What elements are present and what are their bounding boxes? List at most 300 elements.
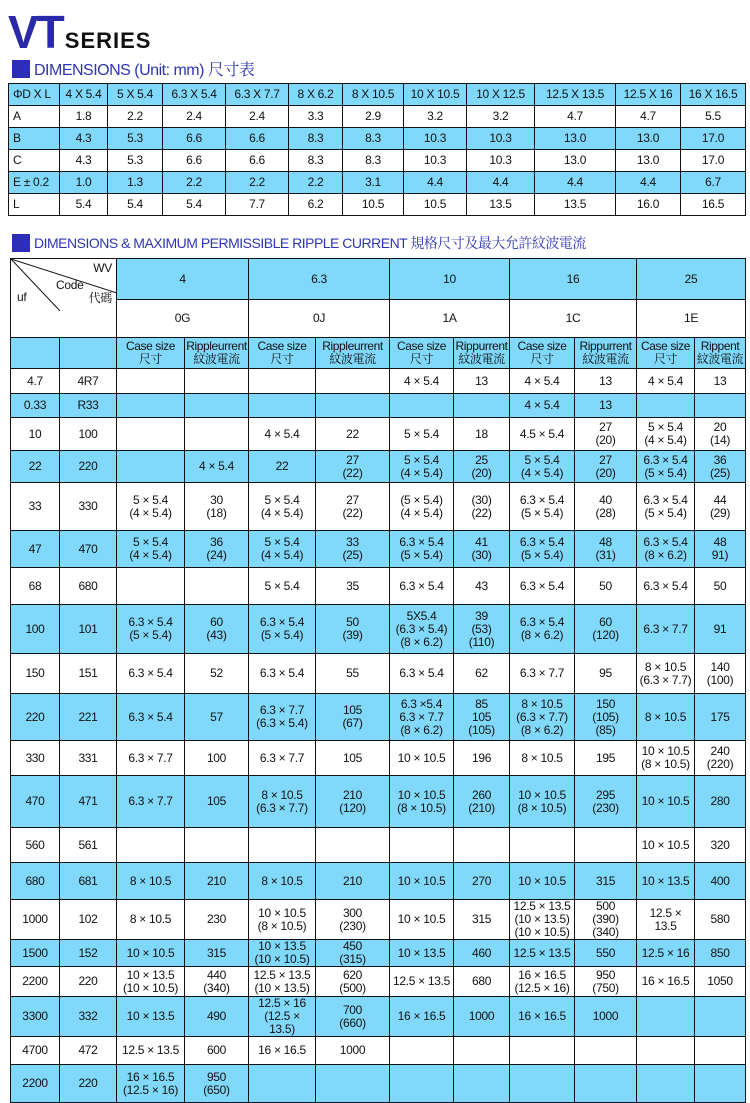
ripple-current-header: Rippleurrent 紋波電流 bbox=[185, 338, 249, 369]
ripple-current-cell: 150 (105) (85) bbox=[575, 694, 637, 741]
ripple-current-cell bbox=[575, 1037, 637, 1065]
case-size-cell: 10 × 10.5 (8 × 10.5) bbox=[637, 741, 695, 776]
code-header: 0G bbox=[117, 300, 249, 338]
empty-cell bbox=[11, 338, 60, 369]
ripple-current-cell bbox=[695, 1037, 746, 1065]
ripple-current-cell: 25 (20) bbox=[454, 451, 510, 483]
ripple-current-cell: 100 bbox=[185, 741, 249, 776]
bullet-square-icon bbox=[12, 234, 30, 252]
case-size-cell: 12.5 × 13.5 bbox=[637, 900, 695, 940]
case-size-cell: 8 × 10.5 (6.3 × 7.7) (8 × 6.2) bbox=[510, 694, 575, 741]
section-dimensions-title: DIMENSIONS (Unit: mm) 尺寸表 bbox=[34, 62, 255, 79]
case-size-cell: 10 × 10.5 bbox=[510, 863, 575, 900]
case-size-cell: 8 × 10.5 bbox=[117, 900, 185, 940]
capacitance-cell: 47 bbox=[11, 531, 60, 568]
dimension-value: 4.4 bbox=[404, 172, 467, 194]
capacitance-cell: 220 bbox=[11, 694, 60, 741]
case-size-cell: 6.3 × 5.4 (5 × 5.4) bbox=[510, 531, 575, 568]
dimension-value: 5.4 bbox=[163, 194, 226, 216]
table-row bbox=[11, 451, 746, 483]
table-row bbox=[11, 694, 746, 741]
size-header: 8 X 10.5 bbox=[343, 84, 404, 106]
ripple-current-cell: 195 bbox=[575, 741, 637, 776]
case-size-cell: 10 × 13.5 bbox=[637, 863, 695, 900]
dimension-value: 1.3 bbox=[108, 172, 163, 194]
code-cell: 220 bbox=[60, 967, 117, 997]
case-size-cell bbox=[117, 451, 185, 483]
case-size-cell: 6.3 ×5.4 6.3 × 7.7 (8 × 6.2) bbox=[390, 694, 454, 741]
case-size-cell bbox=[390, 1037, 454, 1065]
ripple-current-cell bbox=[575, 1065, 637, 1103]
dimension-value: 10.3 bbox=[467, 150, 535, 172]
code-cell: 152 bbox=[60, 940, 117, 967]
case-size-cell: 12.5 × 13.5 bbox=[510, 940, 575, 967]
capacitance-cell: 4.7 bbox=[11, 369, 60, 394]
code-cell: 470 bbox=[60, 531, 117, 568]
case-size-cell: 8 × 10.5 bbox=[249, 863, 316, 900]
code-cell: 330 bbox=[60, 483, 117, 531]
code-cell: 681 bbox=[60, 863, 117, 900]
ripple-current-cell: 210 (120) bbox=[316, 776, 390, 828]
size-header: 16 X 16.5 bbox=[681, 84, 746, 106]
ripple-current-cell bbox=[316, 369, 390, 394]
case-size-cell: 10 × 10.5 bbox=[390, 863, 454, 900]
dimension-value: 10.3 bbox=[467, 128, 535, 150]
dimension-label: A bbox=[9, 106, 60, 128]
voltage-header: 4 bbox=[117, 259, 249, 300]
section-dimensions-heading bbox=[12, 57, 254, 80]
case-size-cell: 6.3 × 7.7 (6.3 × 5.4) bbox=[249, 694, 316, 741]
code-cell: 220 bbox=[60, 1065, 117, 1103]
case-size-cell: 5 × 5.4 (4 × 5.4) bbox=[510, 451, 575, 483]
capacitance-cell: 10 bbox=[11, 418, 60, 451]
ripple-current-cell: 60 (120) bbox=[575, 605, 637, 654]
case-size-cell: 8 × 10.5 (6.3 × 7.7) bbox=[637, 654, 695, 694]
ripple-current-cell: 105 bbox=[316, 741, 390, 776]
ripple-current-cell: 18 bbox=[454, 418, 510, 451]
series-label: SERIES bbox=[64, 28, 152, 53]
ripple-current-cell: 39 (53) (110) bbox=[454, 605, 510, 654]
ripple-current-cell: 1000 bbox=[316, 1037, 390, 1065]
case-size-cell bbox=[117, 369, 185, 394]
case-size-cell: 5 × 5.4 (4 × 5.4) bbox=[117, 531, 185, 568]
ripple-current-cell: 700 (660) bbox=[316, 997, 390, 1037]
case-size-cell: 5 × 5.4 (4 × 5.4) bbox=[390, 451, 454, 483]
wv-label: WV bbox=[93, 261, 112, 275]
dimension-label: L bbox=[9, 194, 60, 216]
case-size-header: Case size 尺寸 bbox=[637, 338, 695, 369]
dimension-value: 8.3 bbox=[289, 128, 343, 150]
ripple-current-cell bbox=[185, 418, 249, 451]
case-size-cell bbox=[117, 394, 185, 418]
dimension-value: 8.3 bbox=[343, 150, 404, 172]
ripple-current-cell: 13 bbox=[575, 394, 637, 418]
case-size-cell: 4 × 5.4 bbox=[390, 369, 454, 394]
case-size-cell: 8 × 10.5 bbox=[510, 741, 575, 776]
ripple-current-cell: 4 × 5.4 bbox=[185, 451, 249, 483]
ripple-current-cell: 33 (25) bbox=[316, 531, 390, 568]
table-row bbox=[11, 940, 746, 967]
case-size-cell: 6.3 × 7.7 bbox=[510, 654, 575, 694]
case-size-cell: 10 × 10.5 (8 × 10.5) bbox=[249, 900, 316, 940]
table-row bbox=[11, 967, 746, 997]
dimensions-row bbox=[9, 194, 746, 216]
case-size-cell: 10 × 10.5 bbox=[637, 828, 695, 863]
case-size-cell: 6.3 × 5.4 (8 × 6.2) bbox=[510, 605, 575, 654]
code-cell: 102 bbox=[60, 900, 117, 940]
dimension-value: 6.6 bbox=[163, 128, 226, 150]
case-size-cell bbox=[637, 997, 695, 1037]
case-size-cell bbox=[510, 1065, 575, 1103]
capacitance-cell: 1500 bbox=[11, 940, 60, 967]
capacitance-cell: 560 bbox=[11, 828, 60, 863]
dimension-value: 4.3 bbox=[60, 128, 108, 150]
table-row bbox=[11, 1037, 746, 1065]
ripple-current-cell bbox=[185, 394, 249, 418]
code-cell: 561 bbox=[60, 828, 117, 863]
dimension-value: 8.3 bbox=[343, 128, 404, 150]
ripple-current-cell bbox=[454, 1065, 510, 1103]
code-cell: 331 bbox=[60, 741, 117, 776]
empty-cell bbox=[60, 338, 117, 369]
ripple-current-cell: 140 (100) bbox=[695, 654, 746, 694]
section-ripple-heading bbox=[12, 233, 586, 253]
series-vt: VT bbox=[8, 6, 63, 58]
case-size-cell: 16 × 16.5 bbox=[510, 997, 575, 1037]
case-size-cell: 10 × 10.5 bbox=[117, 940, 185, 967]
capacitance-cell: 3300 bbox=[11, 997, 60, 1037]
ripple-current-cell bbox=[695, 1065, 746, 1103]
case-size-cell: 16 × 16.5 bbox=[249, 1037, 316, 1065]
ripple-current-cell: 1050 bbox=[695, 967, 746, 997]
dimension-value: 10.3 bbox=[404, 128, 467, 150]
dimension-label: B bbox=[9, 128, 60, 150]
case-size-cell: 4 × 5.4 bbox=[510, 394, 575, 418]
code-row bbox=[11, 300, 746, 338]
dimensions-row bbox=[9, 106, 746, 128]
dimension-label: E ± 0.2 bbox=[9, 172, 60, 194]
dimension-value: 2.2 bbox=[108, 106, 163, 128]
ripple-current-cell: 1000 bbox=[575, 997, 637, 1037]
dimension-value: 13.0 bbox=[616, 128, 681, 150]
case-size-cell: 12.5 × 16 (12.5 × 13.5) bbox=[249, 997, 316, 1037]
ripple-current-cell: 48 91) bbox=[695, 531, 746, 568]
ripple-current-cell: 57 bbox=[185, 694, 249, 741]
ripple-current-cell: 550 bbox=[575, 940, 637, 967]
ripple-current-cell: 600 bbox=[185, 1037, 249, 1065]
dimension-value: 4.4 bbox=[616, 172, 681, 194]
ripple-current-cell bbox=[316, 1065, 390, 1103]
case-size-cell: 12.5 × 13.5 bbox=[390, 967, 454, 997]
dimension-value: 2.4 bbox=[163, 106, 226, 128]
ripple-current-cell: 270 bbox=[454, 863, 510, 900]
dimension-value: 5.3 bbox=[108, 150, 163, 172]
case-size-cell: 8 × 10.5 bbox=[117, 863, 185, 900]
dimension-value: 17.0 bbox=[681, 150, 746, 172]
code-header: 1C bbox=[510, 300, 637, 338]
dimension-value: 13.0 bbox=[535, 150, 616, 172]
dimension-value: 13.0 bbox=[535, 128, 616, 150]
ripple-current-cell: 41 (30) bbox=[454, 531, 510, 568]
code-cell: 680 bbox=[60, 568, 117, 605]
ripple-current-cell: 27 (20) bbox=[575, 451, 637, 483]
capacitance-cell: 33 bbox=[11, 483, 60, 531]
size-header: 12.5 X 16 bbox=[616, 84, 681, 106]
dimension-value: 3.1 bbox=[343, 172, 404, 194]
case-size-cell: 16 × 16.5 bbox=[390, 997, 454, 1037]
size-header: 8 X 6.2 bbox=[289, 84, 343, 106]
dimension-value: 1.0 bbox=[60, 172, 108, 194]
case-size-cell bbox=[117, 828, 185, 863]
subheader-row bbox=[11, 338, 746, 369]
dimension-value: 2.2 bbox=[289, 172, 343, 194]
dimension-value: 4.4 bbox=[535, 172, 616, 194]
dimension-value: 6.2 bbox=[289, 194, 343, 216]
ripple-current-cell: (30) (22) bbox=[454, 483, 510, 531]
case-size-cell: 4 × 5.4 bbox=[249, 418, 316, 451]
dimension-value: 2.4 bbox=[226, 106, 289, 128]
ripple-current-cell bbox=[454, 1037, 510, 1065]
case-size-cell: 6.3 × 5.4 bbox=[390, 654, 454, 694]
table-row bbox=[11, 997, 746, 1037]
dimension-value: 4.7 bbox=[535, 106, 616, 128]
ripple-current-cell: 320 bbox=[695, 828, 746, 863]
case-size-cell: 6.3 × 7.7 bbox=[637, 605, 695, 654]
dimension-value: 5.3 bbox=[108, 128, 163, 150]
dimension-value: 13.0 bbox=[616, 150, 681, 172]
case-size-cell: 10 × 13.5 bbox=[117, 997, 185, 1037]
case-size-cell: 6.3 × 5.4 bbox=[117, 694, 185, 741]
ripple-current-cell: 95 bbox=[575, 654, 637, 694]
case-size-cell bbox=[510, 828, 575, 863]
dimension-value: 13.5 bbox=[535, 194, 616, 216]
case-size-cell bbox=[249, 369, 316, 394]
case-size-cell: 6.3 × 7.7 bbox=[117, 776, 185, 828]
case-size-cell bbox=[249, 394, 316, 418]
case-size-cell bbox=[390, 394, 454, 418]
dimension-value: 6.7 bbox=[681, 172, 746, 194]
case-size-cell: 22 bbox=[249, 451, 316, 483]
dimension-value: 1.8 bbox=[60, 106, 108, 128]
code-cell: R33 bbox=[60, 394, 117, 418]
case-size-cell bbox=[117, 418, 185, 451]
ripple-current-cell: 36 (24) bbox=[185, 531, 249, 568]
case-size-cell: 6.3 × 5.4 (8 × 6.2) bbox=[637, 531, 695, 568]
code-cell: 101 bbox=[60, 605, 117, 654]
ripple-current-cell: 22 bbox=[316, 418, 390, 451]
dimension-value: 16.0 bbox=[616, 194, 681, 216]
ripple-current-cell bbox=[575, 828, 637, 863]
case-size-cell bbox=[117, 568, 185, 605]
ripple-current-cell bbox=[316, 828, 390, 863]
dimensions-row bbox=[9, 150, 746, 172]
case-size-cell bbox=[249, 1065, 316, 1103]
table-row bbox=[11, 394, 746, 418]
ripple-current-cell: 300 (230) bbox=[316, 900, 390, 940]
capacitance-cell: 2200 bbox=[11, 967, 60, 997]
ripple-current-cell: 295 (230) bbox=[575, 776, 637, 828]
dimension-value: 16.5 bbox=[681, 194, 746, 216]
ripple-current-header: Rippurrent 紋波電流 bbox=[454, 338, 510, 369]
bullet-square-icon bbox=[12, 60, 30, 78]
case-size-cell: 6.3 × 5.4 (5 × 5.4) bbox=[390, 531, 454, 568]
ripple-current-cell: 850 bbox=[695, 940, 746, 967]
ripple-current-cell: 50 bbox=[695, 568, 746, 605]
ripple-current-cell: 950 (750) bbox=[575, 967, 637, 997]
ripple-current-cell: 440 (340) bbox=[185, 967, 249, 997]
case-size-cell: (5 × 5.4) (4 × 5.4) bbox=[390, 483, 454, 531]
capacitance-cell: 4700 bbox=[11, 1037, 60, 1065]
ripple-current-cell: 400 bbox=[695, 863, 746, 900]
case-size-cell: 6.3 × 5.4 bbox=[510, 568, 575, 605]
case-size-cell: 6.3 × 5.4 bbox=[249, 654, 316, 694]
dimension-value: 3.2 bbox=[404, 106, 467, 128]
dimension-value: 6.6 bbox=[226, 150, 289, 172]
case-size-cell: 16 × 16.5 bbox=[637, 967, 695, 997]
table-row bbox=[11, 900, 746, 940]
capacitance-cell: 100 bbox=[11, 605, 60, 654]
capacitance-cell: 68 bbox=[11, 568, 60, 605]
ripple-current-cell: 36 (25) bbox=[695, 451, 746, 483]
ripple-current-cell bbox=[185, 369, 249, 394]
ripple-current-cell: 175 bbox=[695, 694, 746, 741]
code-cell: 4R7 bbox=[60, 369, 117, 394]
ripple-current-header: Rippent 紋波電流 bbox=[695, 338, 746, 369]
case-size-cell: 10 × 13.5 (10 × 10.5) bbox=[117, 967, 185, 997]
code-cell: 100 bbox=[60, 418, 117, 451]
code-label: Code bbox=[56, 278, 84, 292]
voltage-header: 6.3 bbox=[249, 259, 390, 300]
size-header: 5 X 5.4 bbox=[108, 84, 163, 106]
case-size-cell: 12.5 × 16 bbox=[637, 940, 695, 967]
capacitance-cell: 2200 bbox=[11, 1065, 60, 1103]
dimensions-header-row bbox=[9, 84, 746, 106]
case-size-cell: 6.3 × 5.4 bbox=[390, 568, 454, 605]
case-size-cell: 6.3 × 7.7 bbox=[249, 741, 316, 776]
dimension-value: 5.4 bbox=[60, 194, 108, 216]
capacitance-cell: 680 bbox=[11, 863, 60, 900]
dimension-value: 13.5 bbox=[467, 194, 535, 216]
case-size-cell: 5X5.4 (6.3 × 5.4) (8 × 6.2) bbox=[390, 605, 454, 654]
dimension-value: 5.4 bbox=[108, 194, 163, 216]
ripple-current-cell: 620 (500) bbox=[316, 967, 390, 997]
case-size-cell: 5 × 5.4 bbox=[390, 418, 454, 451]
voltage-header: 16 bbox=[510, 259, 637, 300]
case-size-cell: 5 × 5.4 (4 × 5.4) bbox=[117, 483, 185, 531]
case-size-header: Case size 尺寸 bbox=[117, 338, 185, 369]
case-size-cell: 5 × 5.4 (4 × 5.4) bbox=[249, 531, 316, 568]
ripple-current-cell: 35 bbox=[316, 568, 390, 605]
size-header: 6.3 X 5.4 bbox=[163, 84, 226, 106]
voltage-header: 25 bbox=[637, 259, 746, 300]
ripple-current-cell: 680 bbox=[454, 967, 510, 997]
dimensions-table bbox=[8, 83, 746, 216]
size-header: 10 X 12.5 bbox=[467, 84, 535, 106]
ripple-current-cell: 105 bbox=[185, 776, 249, 828]
code-cell: 472 bbox=[60, 1037, 117, 1065]
dimension-value: 10.5 bbox=[343, 194, 404, 216]
size-header: 6.3 X 7.7 bbox=[226, 84, 289, 106]
ripple-current-cell: 13 bbox=[695, 369, 746, 394]
case-size-cell: 6.3 × 5.4 (5 × 5.4) bbox=[510, 483, 575, 531]
table-row bbox=[11, 568, 746, 605]
dimension-value: 6.6 bbox=[163, 150, 226, 172]
table-row bbox=[11, 828, 746, 863]
ripple-current-cell: 43 bbox=[454, 568, 510, 605]
case-size-cell: 10 × 10.5 (8 × 10.5) bbox=[510, 776, 575, 828]
case-size-cell: 10 × 13.5 (10 × 10.5) bbox=[249, 940, 316, 967]
case-size-cell: 10 × 10.5 bbox=[390, 900, 454, 940]
ripple-current-cell: 450 (315) bbox=[316, 940, 390, 967]
section-ripple-title: DIMENSIONS & MAXIMUM PERMISSIBLE RIPPLE CURRENT 規格尺寸及最大允許紋波電流 bbox=[34, 235, 586, 251]
case-size-cell: 16 × 16.5 (12.5 × 16) bbox=[510, 967, 575, 997]
ripple-current-cell: 60 (43) bbox=[185, 605, 249, 654]
ripple-current-cell: 280 bbox=[695, 776, 746, 828]
dimension-value: 2.2 bbox=[163, 172, 226, 194]
dimension-value: 17.0 bbox=[681, 128, 746, 150]
code-cell: 221 bbox=[60, 694, 117, 741]
case-size-cell: 4 × 5.4 bbox=[510, 369, 575, 394]
case-size-header: Case size 尺寸 bbox=[249, 338, 316, 369]
capacitance-cell: 330 bbox=[11, 741, 60, 776]
case-size-cell: 6.3 × 5.4 (5 × 5.4) bbox=[637, 483, 695, 531]
ripple-current-cell bbox=[185, 568, 249, 605]
ripple-current-cell: 91 bbox=[695, 605, 746, 654]
ripple-current-cell: 52 bbox=[185, 654, 249, 694]
series-title bbox=[8, 8, 151, 56]
table-row bbox=[11, 369, 746, 394]
voltage-header: 10 bbox=[390, 259, 510, 300]
size-header: 4 X 5.4 bbox=[60, 84, 108, 106]
ripple-current-cell: 85 105 (105) bbox=[454, 694, 510, 741]
dimension-value: 10.5 bbox=[404, 194, 467, 216]
case-size-cell bbox=[637, 1037, 695, 1065]
ripple-current-cell: 50 bbox=[575, 568, 637, 605]
ripple-current-cell: 13 bbox=[575, 369, 637, 394]
capacitance-cell: 0.33 bbox=[11, 394, 60, 418]
ripple-current-cell bbox=[316, 394, 390, 418]
dimensions-row bbox=[9, 128, 746, 150]
ripple-current-cell bbox=[454, 828, 510, 863]
case-size-cell: 12.5 × 13.5 (10 × 13.5) (10 × 10.5) bbox=[510, 900, 575, 940]
ripple-current-cell: 315 bbox=[575, 863, 637, 900]
ripple-current-cell: 196 bbox=[454, 741, 510, 776]
case-size-cell: 12.5 × 13.5 (10 × 13.5) bbox=[249, 967, 316, 997]
dimension-value: 4.7 bbox=[616, 106, 681, 128]
ripple-current-cell bbox=[185, 828, 249, 863]
case-size-cell: 8 × 10.5 (6.3 × 7.7) bbox=[249, 776, 316, 828]
ripple-current-header: Rippurrent 紋波電流 bbox=[575, 338, 637, 369]
ripple-current-cell: 315 bbox=[185, 940, 249, 967]
dimension-value: 4.3 bbox=[60, 150, 108, 172]
dimension-value: 6.6 bbox=[226, 128, 289, 150]
table-row bbox=[11, 483, 746, 531]
capacitance-cell: 22 bbox=[11, 451, 60, 483]
case-size-cell: 10 × 10.5 bbox=[390, 741, 454, 776]
table-row bbox=[11, 605, 746, 654]
dimension-value: 8.3 bbox=[289, 150, 343, 172]
ripple-current-cell: 1000 bbox=[454, 997, 510, 1037]
table-row bbox=[11, 776, 746, 828]
case-size-cell bbox=[637, 394, 695, 418]
case-size-cell: 6.3 × 5.4 (5 × 5.4) bbox=[637, 451, 695, 483]
ripple-current-cell: 500 (390) (340) bbox=[575, 900, 637, 940]
ripple-current-cell: 50 (39) bbox=[316, 605, 390, 654]
ripple-current-cell: 315 bbox=[454, 900, 510, 940]
ripple-current-cell: 62 bbox=[454, 654, 510, 694]
ripple-current-cell: 240 (220) bbox=[695, 741, 746, 776]
voltage-row bbox=[11, 259, 746, 300]
